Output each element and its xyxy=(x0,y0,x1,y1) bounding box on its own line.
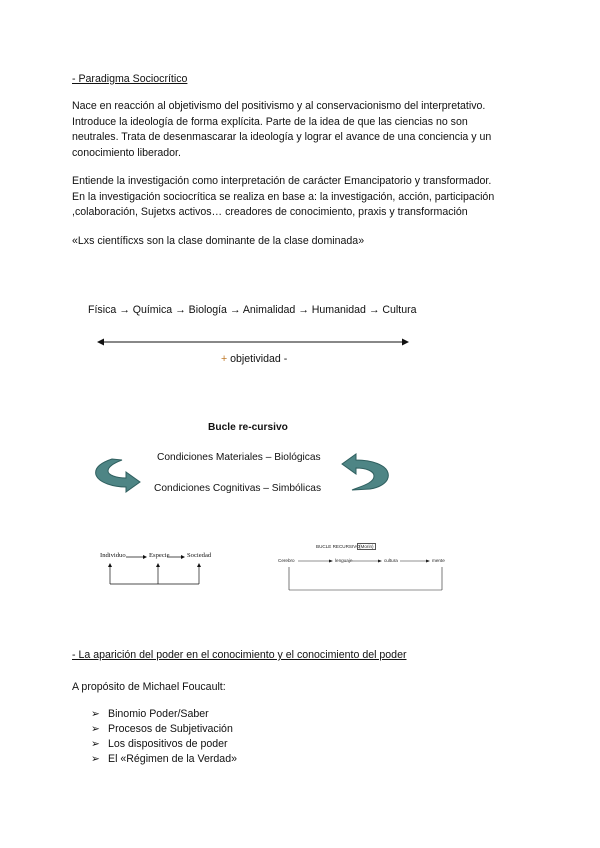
objectivity-label xyxy=(221,352,287,368)
arrowhead-bullet-icon: ➢ xyxy=(91,723,100,735)
foucault-list xyxy=(91,707,237,767)
paragraph-line: Entiende la investigación como interpretación de carácter Emancipatorio y transformador. xyxy=(72,175,492,187)
list-item xyxy=(91,737,237,752)
list-item-text: Los dispositivos de poder xyxy=(108,738,228,750)
objectivity-text: objetividad - xyxy=(227,353,288,365)
morin-item: cultura xyxy=(384,558,398,563)
foucault-intro: A propósito de Michael Foucault: xyxy=(72,681,226,693)
morin-item: Cerebro xyxy=(278,558,295,563)
arrowhead-bullet-icon: ➢ xyxy=(91,708,100,720)
paragraph-origen xyxy=(72,99,491,161)
arrowhead-bullet-icon: ➢ xyxy=(91,753,100,765)
species-arrows xyxy=(96,548,226,598)
morin-item: mente xyxy=(432,558,445,563)
paragraph-line: neutrales. Trata de desenmascarar la ideología y lograr el avance de una conciencia y un xyxy=(72,131,492,143)
quote: «Lxs científicxs son la clase dominante de la clase dominada» xyxy=(72,235,365,247)
species-item: Individuo xyxy=(100,552,126,559)
loop-title: Bucle re-cursivo xyxy=(208,422,288,433)
paragraph-line: Nace en reacción al objetivismo del positivismo y al conservacionismo del interpretativo. xyxy=(72,100,486,112)
list-item xyxy=(91,752,237,767)
loop-line-material: Condiciones Materiales – Biológicas xyxy=(157,452,321,463)
species-diagram xyxy=(96,548,226,598)
paragraph-line: ,colaboración, Sujetxs activos… creadores de conocimiento, praxis y transformación xyxy=(72,206,468,218)
morin-item: lenguaje xyxy=(335,558,353,563)
paragraph-investigacion xyxy=(72,174,494,221)
arrowhead-bullet-icon: ➢ xyxy=(91,738,100,750)
paragraph-line: En la investigación sociocrítica se realiza en base a: la investigación, acción, participación xyxy=(72,190,495,203)
section-title-paradigma: - Paradigma Sociocrítico xyxy=(72,73,188,85)
morin-badge: (Morin) xyxy=(359,544,374,549)
paragraph-line: conocimiento liberador. xyxy=(72,146,181,159)
morin-diagram xyxy=(278,540,458,596)
morin-title: BUCLE RECURSIVO xyxy=(316,544,360,549)
objectivity-axis xyxy=(96,336,410,348)
list-item xyxy=(91,707,237,722)
curved-arrow-left-icon xyxy=(90,453,152,493)
curved-arrow-right-icon xyxy=(338,453,394,493)
paragraph-line: Introduce la ideología de forma explícita. Parte de la idea de que las ciencias no son xyxy=(72,115,468,128)
list-item-text: Procesos de Subjetivación xyxy=(108,723,233,735)
species-item: Sociedad xyxy=(187,552,212,559)
list-item-text: Binomio Poder/Saber xyxy=(108,708,209,720)
section-title-poder: - La aparición del poder en el conocimiento y el conocimiento del poder xyxy=(72,649,407,661)
morin-arrows xyxy=(278,540,458,596)
species-item: Especie xyxy=(149,552,170,559)
list-item xyxy=(91,722,237,737)
list-item-text: El «Régimen de la Verdad» xyxy=(108,753,237,765)
plus-sign: + xyxy=(221,353,228,365)
loop-line-cognitive: Condiciones Cognitivas – Simbólicas xyxy=(154,483,322,494)
science-chain: Física → Química → Biología → Animalidad → Humanidad → Cultura xyxy=(88,304,417,316)
